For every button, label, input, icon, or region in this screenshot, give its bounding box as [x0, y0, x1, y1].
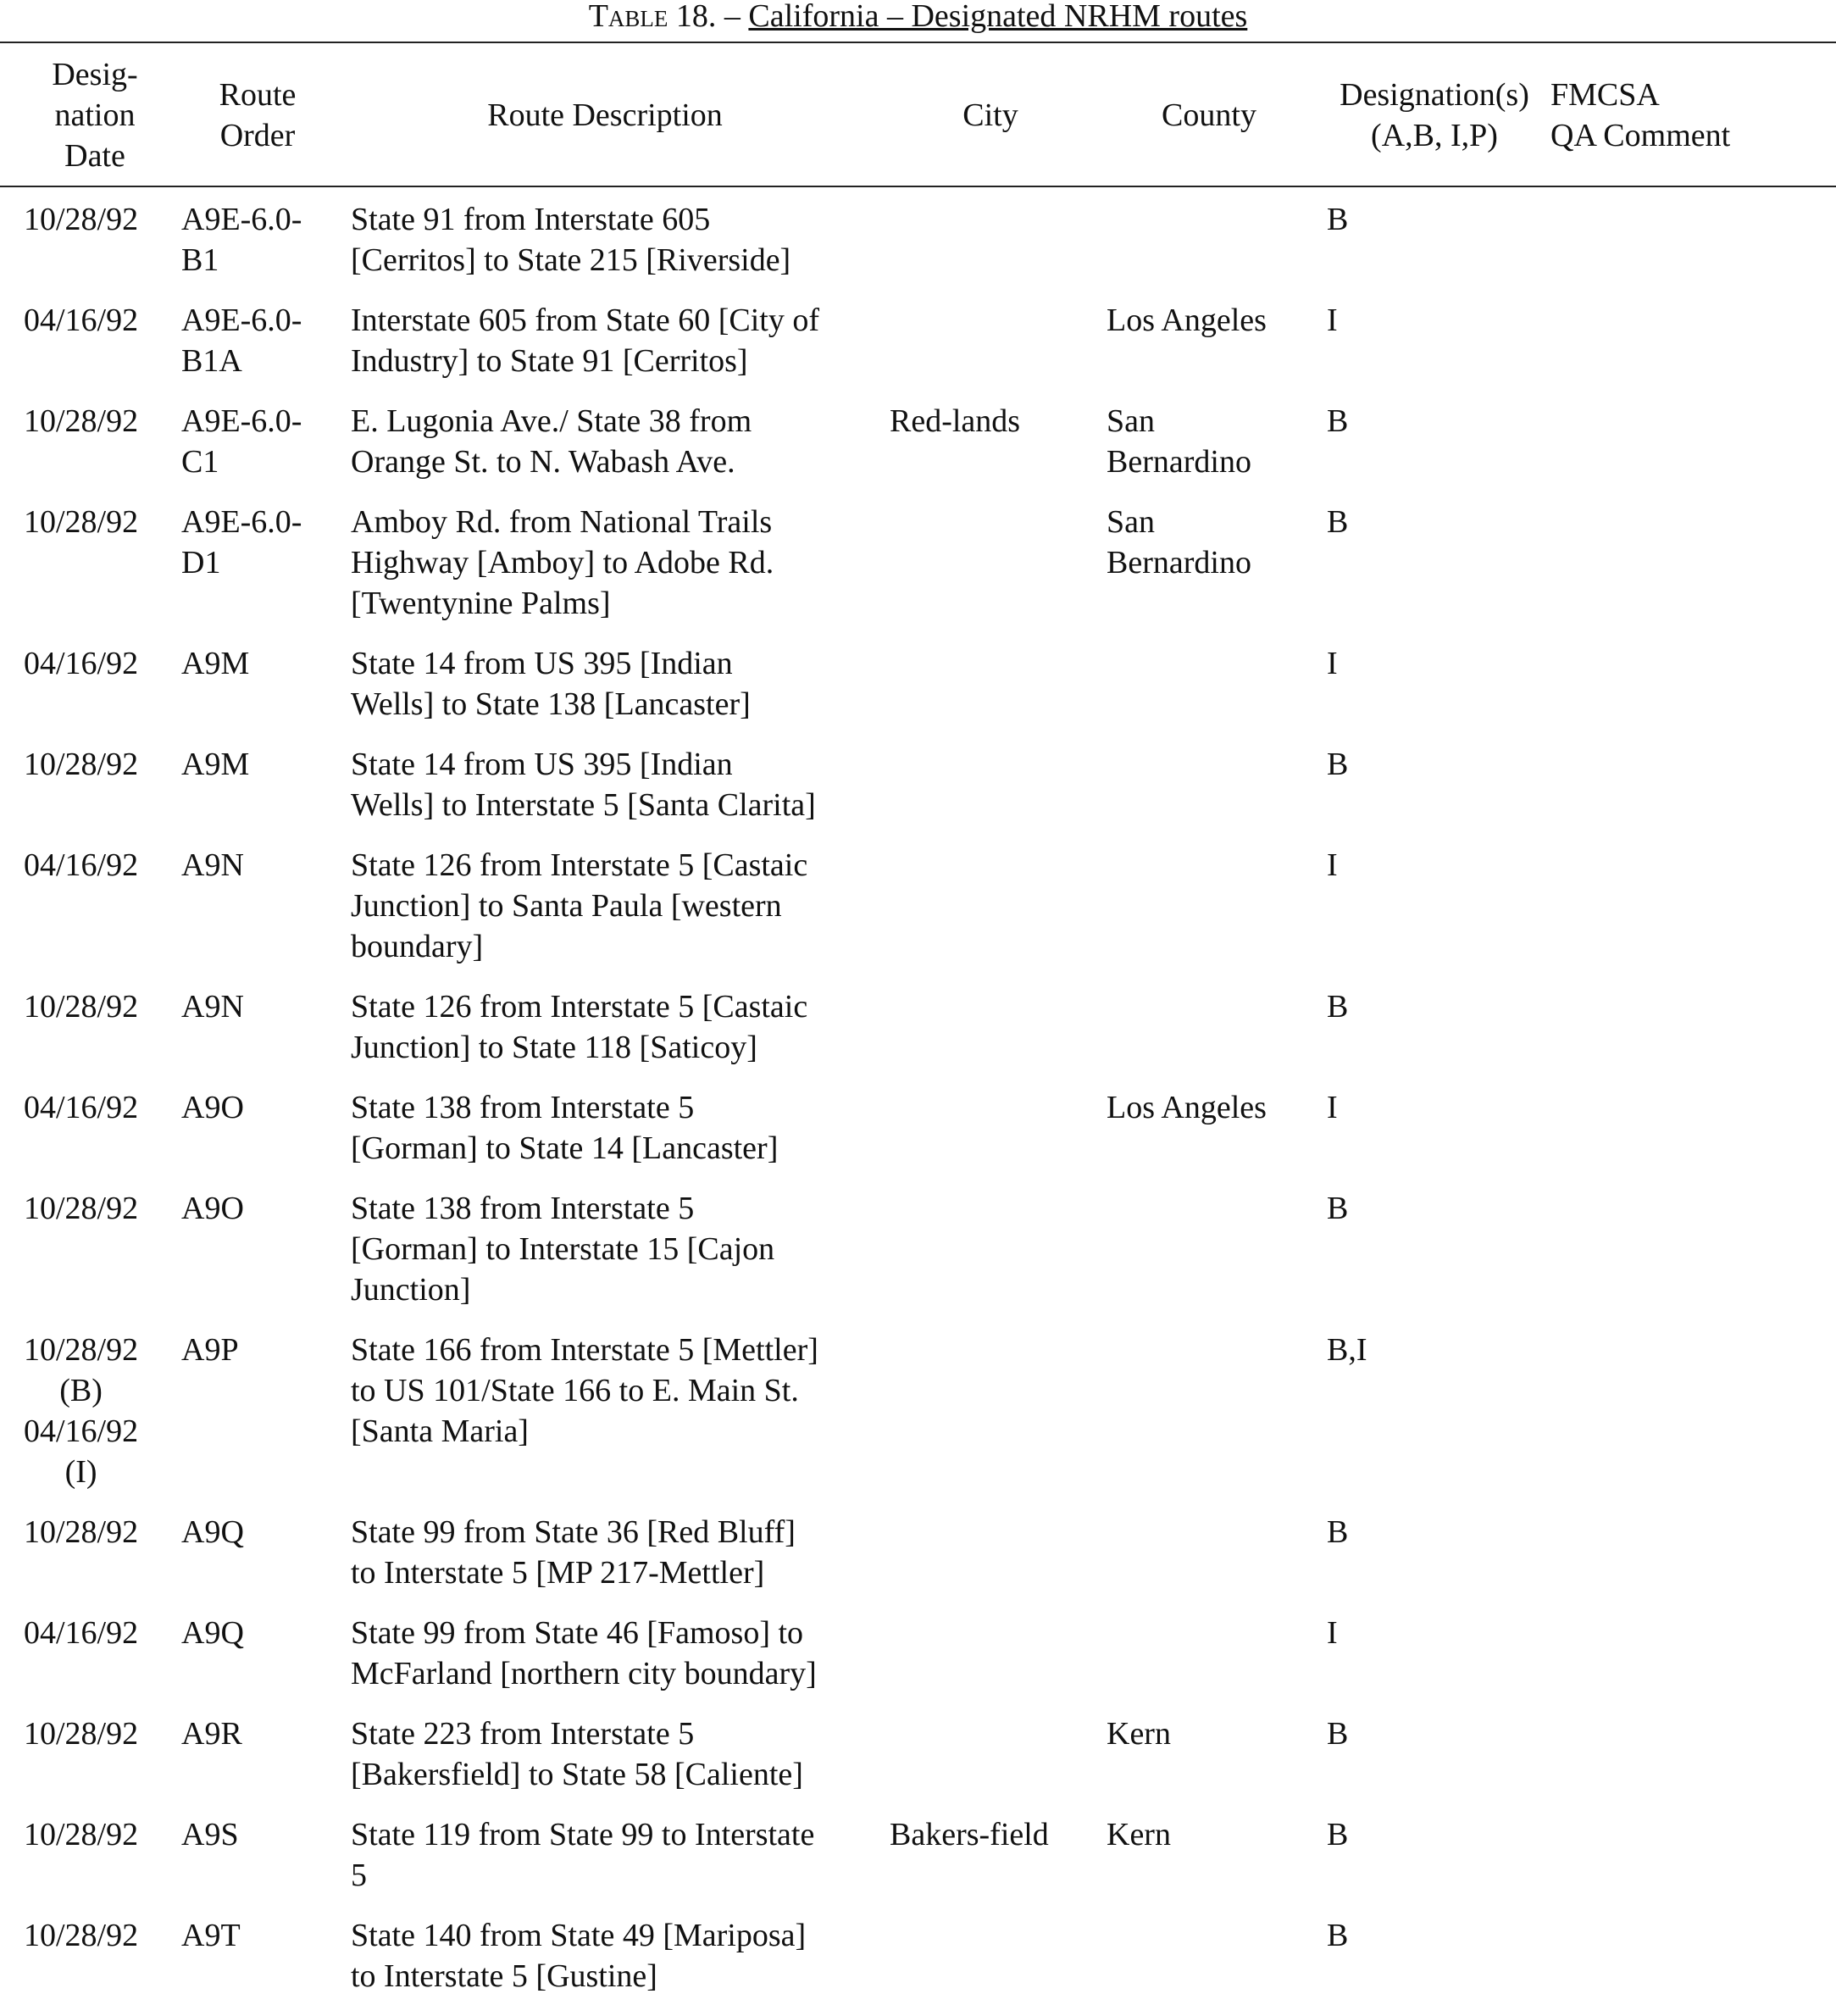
cell-designations-text: B: [1327, 1514, 1349, 1550]
cell-route-order: [166, 1330, 334, 1512]
cell-route-description-text: State 138 from Interstate 5: [351, 1191, 695, 1226]
date-text: 10/28/92: [24, 202, 139, 237]
cell-city: [871, 199, 1091, 300]
date-text: 10/28/92: [24, 1716, 139, 1752]
cell-designations: [1312, 1814, 1542, 1915]
cell-route-order-text: A9R: [181, 1716, 242, 1752]
table-row: [0, 643, 1836, 744]
cell-designation-date: [0, 1087, 166, 1188]
cell-designations: [1312, 1713, 1542, 1814]
nrhm-routes-table: [0, 44, 1836, 2016]
cell-designation-date: [0, 986, 166, 1087]
cell-county-text: San: [1107, 504, 1155, 540]
cell-fmcsa-qa-comment: [1542, 986, 1836, 1087]
cell-route-order: [166, 744, 334, 845]
table-top-rule: [0, 42, 1836, 43]
cell-route-order-text: A9O: [181, 1090, 244, 1125]
cell-county-text: Kern: [1107, 1716, 1171, 1752]
cell-designations-text: I: [1327, 847, 1338, 883]
cell-county-text: Los Angeles: [1107, 1090, 1267, 1125]
cell-route-order-text: A9O: [181, 1191, 244, 1226]
cell-designations-text: B,I: [1327, 1332, 1367, 1368]
cell-designations: [1312, 1915, 1542, 2016]
cell-fmcsa-qa-comment: [1542, 1087, 1836, 1188]
cell-route-description-text: Junction] to Santa Paula [western: [351, 888, 782, 924]
date-text: 04/16/92: [24, 847, 139, 883]
header-text: (A,B, I,P): [1371, 117, 1498, 153]
table-row: [0, 1188, 1836, 1330]
cell-route-description: [334, 1613, 871, 1713]
cell-county: [1091, 986, 1312, 1087]
cell-city: [871, 1330, 1091, 1512]
cell-county: [1091, 1613, 1312, 1713]
cell-route-description-text: State 91 from Interstate 605: [351, 202, 711, 237]
cell-route-order-text: A9M: [181, 747, 250, 782]
table-row: [0, 1087, 1836, 1188]
cell-designations: [1312, 199, 1542, 300]
cell-fmcsa-qa-comment: [1542, 300, 1836, 401]
cell-city: [871, 1713, 1091, 1814]
table-row: [0, 502, 1836, 643]
cell-route-description-text: State 99 from State 36 [Red Bluff]: [351, 1514, 796, 1550]
cell-county-text: Bernardino: [1107, 444, 1251, 480]
cell-county: [1091, 1512, 1312, 1613]
cell-fmcsa-qa-comment: [1542, 643, 1836, 744]
date-text: 10/28/92: [24, 403, 139, 439]
cell-designations-text: B: [1327, 1918, 1349, 1953]
cell-route-description-text: Highway [Amboy] to Adobe Rd.: [351, 545, 774, 580]
cell-designation-date: [0, 643, 166, 744]
cell-route-description-text: to Interstate 5 [MP 217-Mettler]: [351, 1555, 765, 1591]
date-text: 10/28/92: [24, 1332, 139, 1368]
cell-city: [871, 986, 1091, 1087]
header-text: Route: [219, 76, 297, 113]
cell-route-order-text: D1: [181, 545, 221, 580]
header-designations: [1312, 44, 1542, 186]
date-text: 04/16/92: [24, 1090, 139, 1125]
table-row: [0, 744, 1836, 845]
cell-county-text: Los Angeles: [1107, 303, 1267, 338]
cell-route-description: [334, 845, 871, 986]
cell-county: [1091, 401, 1312, 502]
date-text: 04/16/92: [24, 1615, 139, 1651]
cell-route-order: [166, 643, 334, 744]
cell-designations: [1312, 1087, 1542, 1188]
cell-designation-date: [0, 1188, 166, 1330]
cell-designation-date: [0, 1915, 166, 2016]
cell-route-description-text: State 119 from State 99 to Interstate: [351, 1817, 815, 1852]
cell-route-description: [334, 1087, 871, 1188]
cell-designations: [1312, 845, 1542, 986]
table-title: California – Designated NRHM routes: [748, 0, 1248, 34]
cell-fmcsa-qa-comment: [1542, 845, 1836, 986]
cell-designation-date: [0, 1814, 166, 1915]
cell-route-description-text: State 14 from US 395 [Indian: [351, 646, 733, 681]
cell-route-description: [334, 300, 871, 401]
cell-fmcsa-qa-comment: [1542, 1512, 1836, 1613]
cell-route-order: [166, 1915, 334, 2016]
cell-route-description-text: State 14 from US 395 [Indian: [351, 747, 733, 782]
cell-county: [1091, 1330, 1312, 1512]
cell-city: [871, 845, 1091, 986]
cell-fmcsa-qa-comment: [1542, 401, 1836, 502]
cell-county: [1091, 1814, 1312, 1915]
cell-county: [1091, 1915, 1312, 2016]
table-row: [0, 1713, 1836, 1814]
cell-route-description-text: State 166 from Interstate 5 [Mettler]: [351, 1332, 818, 1368]
cell-fmcsa-qa-comment: [1542, 199, 1836, 300]
cell-fmcsa-qa-comment: [1542, 1330, 1836, 1512]
table-row: [0, 986, 1836, 1087]
cell-designations-text: B: [1327, 1817, 1349, 1852]
cell-designations-text: I: [1327, 303, 1338, 338]
spacer-row: [0, 186, 1836, 199]
cell-route-description-text: State 138 from Interstate 5: [351, 1090, 695, 1125]
date-text: 10/28/92: [24, 1817, 139, 1852]
header-text: County: [1162, 97, 1256, 133]
cell-city: [871, 502, 1091, 643]
cell-route-description-text: [Gorman] to State 14 [Lancaster]: [351, 1130, 779, 1166]
cell-city: [871, 300, 1091, 401]
table-row: [0, 1512, 1836, 1613]
cell-county: [1091, 300, 1312, 401]
header-route-order: [166, 44, 334, 186]
cell-designations: [1312, 300, 1542, 401]
cell-route-order-text: B1A: [181, 343, 242, 379]
cell-route-description-text: State 99 from State 46 [Famoso] to: [351, 1615, 804, 1651]
table-number: Table 18.: [588, 0, 717, 34]
table-row: [0, 1915, 1836, 2016]
cell-county-text: Kern: [1107, 1817, 1171, 1852]
date-text: 10/28/92: [24, 747, 139, 782]
cell-route-description: [334, 199, 871, 300]
header-county: [1091, 44, 1312, 186]
date-text: 10/28/92: [24, 504, 139, 540]
header-city: [871, 44, 1091, 186]
cell-route-order: [166, 300, 334, 401]
cell-route-description-text: Wells] to State 138 [Lancaster]: [351, 686, 751, 722]
header-text: Order: [219, 117, 296, 153]
cell-designations-text: B: [1327, 747, 1349, 782]
cell-route-order-text: A9S: [181, 1817, 239, 1852]
cell-city: [871, 1188, 1091, 1330]
cell-route-order-text: C1: [181, 444, 219, 480]
date-text: (B): [59, 1373, 103, 1408]
cell-city: [871, 1915, 1091, 2016]
cell-route-description: [334, 1188, 871, 1330]
cell-route-description-text: Industry] to State 91 [Cerritos]: [351, 343, 748, 379]
cell-route-description-text: E. Lugonia Ave./ State 38 from: [351, 403, 752, 439]
cell-route-description-text: [Cerritos] to State 215 [Riverside]: [351, 242, 791, 278]
cell-designations-text: I: [1327, 646, 1338, 681]
cell-route-description-text: State 126 from Interstate 5 [Castaic: [351, 847, 808, 883]
cell-route-order-text: A9Q: [181, 1615, 244, 1651]
table-row: [0, 845, 1836, 986]
header-text: QA Comment: [1550, 117, 1731, 153]
cell-designation-date: [0, 744, 166, 845]
cell-designation-date: [0, 300, 166, 401]
date-text: 10/28/92: [24, 1514, 139, 1550]
cell-route-description: [334, 1814, 871, 1915]
cell-city-text: Red-lands: [890, 403, 1021, 439]
header-route-description: [334, 44, 871, 186]
date-text: 04/16/92: [24, 1413, 139, 1449]
cell-route-order: [166, 1814, 334, 1915]
cell-route-order: [166, 845, 334, 986]
cell-city-text: Bakers-field: [890, 1817, 1049, 1852]
cell-route-order: [166, 1188, 334, 1330]
table-row: [0, 1814, 1836, 1915]
cell-designations-text: B: [1327, 403, 1349, 439]
table-caption: [0, 0, 1836, 32]
cell-route-order-text: A9T: [181, 1918, 241, 1953]
date-text: 10/28/92: [24, 1918, 139, 1953]
table-row: [0, 401, 1836, 502]
cell-designations-text: B: [1327, 1716, 1349, 1752]
cell-route-description-text: State 140 from State 49 [Mariposa]: [351, 1918, 807, 1953]
cell-fmcsa-qa-comment: [1542, 1188, 1836, 1330]
cell-county: [1091, 845, 1312, 986]
cell-route-description-text: 5: [351, 1858, 367, 1893]
table-row: [0, 300, 1836, 401]
cell-route-order-text: A9N: [181, 847, 244, 883]
header-text: Desig-: [52, 56, 138, 92]
cell-designation-date: [0, 1330, 166, 1512]
header-designation-date: [0, 44, 166, 186]
cell-designations: [1312, 502, 1542, 643]
cell-route-order: [166, 1713, 334, 1814]
caption-separator: –: [716, 0, 749, 34]
cell-county: [1091, 1087, 1312, 1188]
header-text: Date: [64, 137, 125, 174]
cell-route-description-text: [Santa Maria]: [351, 1413, 529, 1449]
cell-designation-date: [0, 1512, 166, 1613]
cell-route-order: [166, 1613, 334, 1713]
date-text: 10/28/92: [24, 1191, 139, 1226]
cell-route-description-text: boundary]: [351, 929, 484, 964]
cell-route-order: [166, 1087, 334, 1188]
cell-county-text: Bernardino: [1107, 545, 1251, 580]
cell-route-order-text: A9E-6.0-: [181, 202, 302, 237]
cell-route-order: [166, 502, 334, 643]
cell-county: [1091, 502, 1312, 643]
header-text: Designation(s): [1340, 76, 1529, 113]
table-header: [0, 44, 1836, 186]
cell-route-order: [166, 199, 334, 300]
cell-county-text: San: [1107, 403, 1155, 439]
cell-designations: [1312, 401, 1542, 502]
cell-designations-text: I: [1327, 1090, 1338, 1125]
cell-designation-date: [0, 502, 166, 643]
date-text: 04/16/92: [24, 303, 139, 338]
cell-route-description-text: Orange St. to N. Wabash Ave.: [351, 444, 735, 480]
cell-designations-text: I: [1327, 1615, 1338, 1651]
cell-county: [1091, 1713, 1312, 1814]
header-fmcsa-qa-comment: [1542, 44, 1836, 186]
cell-route-description: [334, 1330, 871, 1512]
cell-designations: [1312, 1613, 1542, 1713]
cell-city: [871, 643, 1091, 744]
cell-route-order-text: A9M: [181, 646, 250, 681]
cell-county: [1091, 744, 1312, 845]
date-text: 04/16/92: [24, 646, 139, 681]
cell-city: [871, 1087, 1091, 1188]
cell-designations: [1312, 643, 1542, 744]
cell-designations-text: B: [1327, 202, 1349, 237]
cell-county: [1091, 199, 1312, 300]
cell-designations: [1312, 986, 1542, 1087]
cell-designation-date: [0, 199, 166, 300]
cell-county: [1091, 643, 1312, 744]
cell-designations-text: B: [1327, 504, 1349, 540]
cell-route-description: [334, 502, 871, 643]
cell-designations-text: B: [1327, 989, 1349, 1025]
cell-designations: [1312, 1512, 1542, 1613]
cell-route-description: [334, 1713, 871, 1814]
cell-fmcsa-qa-comment: [1542, 1915, 1836, 2016]
cell-route-description-text: to Interstate 5 [Gustine]: [351, 1958, 657, 1994]
table-row: [0, 1330, 1836, 1512]
table-row: [0, 1613, 1836, 1713]
header-text: Route Description: [487, 97, 723, 133]
cell-route-description-text: Junction] to State 118 [Saticoy]: [351, 1030, 757, 1065]
cell-designation-date: [0, 1613, 166, 1713]
cell-route-order-text: A9N: [181, 989, 244, 1025]
cell-route-description-text: McFarland [northern city boundary]: [351, 1656, 817, 1691]
cell-route-description-text: State 126 from Interstate 5 [Castaic: [351, 989, 808, 1025]
cell-fmcsa-qa-comment: [1542, 1814, 1836, 1915]
cell-fmcsa-qa-comment: [1542, 1613, 1836, 1713]
cell-route-order-text: A9P: [181, 1332, 239, 1368]
cell-route-description-text: Interstate 605 from State 60 [City of: [351, 303, 819, 338]
header-text: FMCSA: [1550, 76, 1660, 113]
cell-city: [871, 1613, 1091, 1713]
cell-route-order-text: A9E-6.0-: [181, 303, 302, 338]
cell-route-description: [334, 1512, 871, 1613]
cell-designations-text: B: [1327, 1191, 1349, 1226]
cell-route-description-text: State 223 from Interstate 5: [351, 1716, 695, 1752]
cell-designation-date: [0, 401, 166, 502]
cell-city: [871, 744, 1091, 845]
header-row: [0, 44, 1836, 186]
cell-route-order-text: A9E-6.0-: [181, 403, 302, 439]
cell-designation-date: [0, 845, 166, 986]
cell-county: [1091, 1188, 1312, 1330]
cell-fmcsa-qa-comment: [1542, 502, 1836, 643]
table-row: [0, 199, 1836, 300]
cell-route-description: [334, 401, 871, 502]
cell-city: [871, 401, 1091, 502]
cell-city: [871, 1512, 1091, 1613]
cell-fmcsa-qa-comment: [1542, 1713, 1836, 1814]
cell-route-order-text: B1: [181, 242, 219, 278]
cell-route-description-text: [Gorman] to Interstate 15 [Cajon: [351, 1231, 775, 1267]
cell-route-description: [334, 744, 871, 845]
cell-route-description: [334, 986, 871, 1087]
cell-route-description-text: Wells] to Interstate 5 [Santa Clarita]: [351, 787, 816, 823]
date-text: (I): [64, 1454, 97, 1490]
cell-city: [871, 1814, 1091, 1915]
date-text: 10/28/92: [24, 989, 139, 1025]
cell-designations: [1312, 1188, 1542, 1330]
cell-route-description: [334, 1915, 871, 2016]
cell-route-description-text: Junction]: [351, 1272, 471, 1308]
cell-route-order: [166, 986, 334, 1087]
cell-route-description: [334, 643, 871, 744]
cell-route-order: [166, 1512, 334, 1613]
cell-fmcsa-qa-comment: [1542, 744, 1836, 845]
header-text: nation: [54, 97, 136, 133]
cell-designation-date: [0, 1713, 166, 1814]
cell-route-description-text: to US 101/State 166 to E. Main St.: [351, 1373, 799, 1408]
cell-route-order-text: A9E-6.0-: [181, 504, 302, 540]
cell-designations: [1312, 1330, 1542, 1512]
cell-designations: [1312, 744, 1542, 845]
cell-route-description-text: [Bakersfield] to State 58 [Caliente]: [351, 1757, 803, 1792]
header-text: City: [962, 97, 1018, 133]
cell-route-order: [166, 401, 334, 502]
cell-route-description-text: [Twentynine Palms]: [351, 586, 611, 621]
table-body: [0, 186, 1836, 2016]
cell-route-order-text: A9Q: [181, 1514, 244, 1550]
cell-route-description-text: Amboy Rd. from National Trails: [351, 504, 773, 540]
